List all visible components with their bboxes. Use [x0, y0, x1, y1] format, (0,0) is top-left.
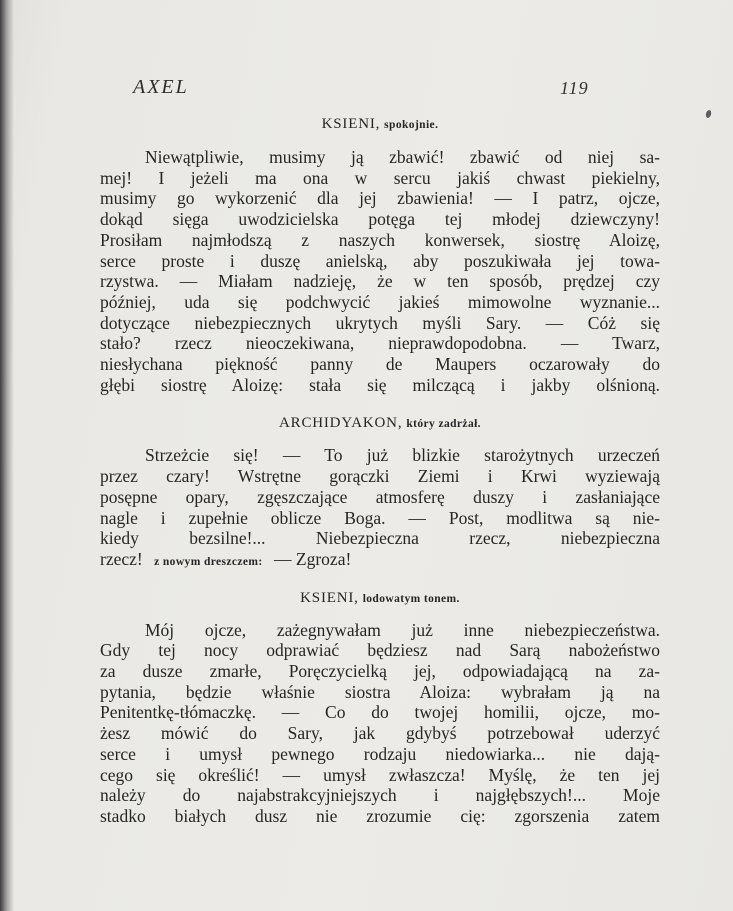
text-line: mej! I jeżeli ma ona w sercu jakiś chwast piekielny, — [100, 167, 660, 188]
text-segment: rzecz! — [100, 548, 143, 569]
text-line: serce proste i duszę anielską, aby poszukiwała jej towa- — [100, 250, 660, 271]
text-line: cego się określić! — umysł zwłaszcza! Myślę, że ten jej — [100, 764, 660, 785]
text-segment: — Zgroza! — [274, 548, 352, 569]
stage-direction: który zadrżał. — [406, 418, 481, 431]
text-line: za dusze zmarłe, Poręczycielką jej, odpowiadającą na za- — [100, 661, 660, 682]
text-line: głębi siostrę Aloizę: stała się milczącą i jakby olśnioną. — [100, 374, 660, 395]
text-line: Penitentkę-tłómaczkę. — Co do twojej homilii, ojcze, mo- — [100, 702, 660, 723]
text-line: Prosiłam najmłodszą z naszych konwersek, siostrę Aloizę, — [100, 229, 660, 250]
text-line: nagle i zupełnie oblicze Boga. — Post, modlitwa są nie- — [100, 507, 660, 528]
page-number: 119 — [560, 78, 589, 98]
text-line: dokąd sięga uwodzicielska potęga tej młodej dziewczyny! — [100, 209, 660, 230]
stage-direction: spokojnie. — [384, 119, 439, 131]
text-line: później, uda się podchwycić jakieś mimowolne wyznanie... — [100, 291, 660, 312]
text-line: kiedy bezsilne!... Niebezpieczna rzecz, niebezpieczna — [100, 528, 660, 549]
page-content — [100, 0, 660, 827]
text-line: żesz mówić do Sary, jak gdybyś potrzebował uderzyć — [100, 723, 660, 744]
text-line: stało? rzecz nieoczekiwana, nieprawdopodobna. — Twarz, — [100, 333, 660, 354]
text-line: Strzeżcie się! — To już blizkie starożytnych urzeczeń — [145, 445, 660, 466]
speech-heading-archidyakon — [100, 415, 660, 432]
text-line: niesłychana piękność panny de Maupers oczarowały do — [100, 354, 660, 375]
text-line: stadko białych dusz nie zrozumie cię: zgorszenia zatem — [100, 805, 660, 826]
text-line: musimy go wykorzenić dla jej zbawienia! — I patrz, ojcze, — [100, 188, 660, 209]
speech-paragraph — [100, 147, 660, 395]
speaker-name: ARCHIDYAKON, — [279, 415, 403, 432]
text-line: Mój ojcze, zażegnywałam już inne niebezpieczeństwa. — [145, 619, 660, 640]
text-line: pytania, będzie właśnie siostra Aloiza: wybrałam ją na — [100, 681, 660, 702]
speech-paragraph — [100, 620, 660, 827]
page-spine-shadow — [0, 0, 14, 911]
text-line: rzystwa. — Miałam nadzieję, że w ten sposób, prędzej czy — [100, 271, 660, 292]
speech-heading-ksieni-2 — [100, 590, 660, 607]
text-line-with-inline-direction — [100, 549, 660, 573]
text-line: Niewątpliwie, musimy ją zbawić! zbawić od niej sa- — [145, 147, 660, 167]
text-line: przez czary! Wstrętne gorączki Ziemi i Krwi wyziewają — [100, 466, 660, 487]
text-line: należy do najabstrakcyjniejszych i najgłębszych!... Moje — [100, 785, 660, 806]
ink-speck — [705, 110, 712, 119]
text-line: Gdy tej nocy odprawiać będziesz nad Sarą nabożeństwo — [100, 640, 660, 661]
speech-heading-ksieni-1 — [100, 116, 660, 133]
speech-paragraph — [100, 445, 660, 572]
stage-direction: lodowatym tonem. — [362, 592, 460, 605]
text-line: posępne opary, zgęszczające atmosferę duszy i zasłaniające — [100, 486, 660, 507]
speaker-name: KSIENI, — [321, 116, 381, 132]
text-line: dotyczące niebezpiecznych ukrytych myśli Sary. — Cóż się — [100, 312, 660, 333]
text-line: serce i umysł pewnego rodzaju niedowiarka... nie dają- — [100, 743, 660, 764]
running-title: AXEL — [133, 76, 189, 98]
inline-stage-direction: z nowym dreszczem: — [154, 555, 263, 568]
speaker-name: KSIENI, — [300, 589, 359, 606]
